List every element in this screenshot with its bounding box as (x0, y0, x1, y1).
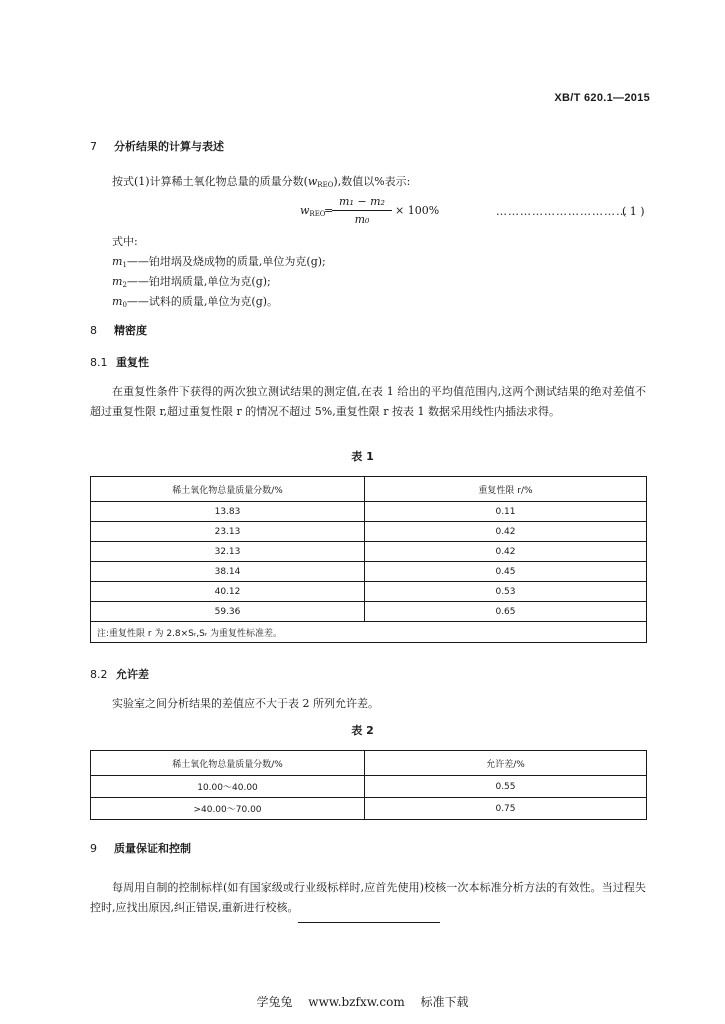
def-m1: $m_1——$铂坩埚及烧成物的质量,单位为克(g); (112, 255, 326, 269)
section-number: 7 (90, 140, 97, 153)
table-2-caption: 表 2 (351, 724, 374, 737)
table-header: 允许差/% (365, 751, 647, 776)
footer-url[interactable]: www.bzfxw.com (308, 995, 405, 1009)
table-row: 10.00～40.00 0.55 (91, 776, 647, 798)
section-title: 分析结果的计算与表述 (114, 140, 224, 153)
formula-equals: = (324, 204, 334, 217)
def-m0: $m_0——$试料的质量,单位为克(g)。 (112, 295, 279, 309)
allowable-difference-paragraph: 实验室之间分析结果的差值应不大于表 2 所列允许差。 (112, 697, 379, 710)
table-row: 32.13 0.42 (91, 542, 647, 562)
table-header: 稀土氧化物总量质量分数/% (91, 751, 365, 776)
document-code: XB/T 620.1—2015 (554, 92, 650, 104)
section-8-1-heading: 8.1 重复性 (90, 356, 149, 369)
table-2 (90, 750, 647, 820)
end-rule (298, 922, 440, 923)
table-1 (90, 476, 647, 643)
def-m2: $m_2——$铂坩埚质量,单位为克(g); (112, 275, 271, 289)
footer-tagline: 标准下载 (420, 995, 469, 1009)
formula-numerator: m₁ − m₂ (332, 195, 392, 211)
table-row: 23.13 0.42 (91, 522, 647, 542)
table-1-caption: 表 1 (351, 450, 374, 463)
formula-fraction (332, 195, 392, 226)
section-8-heading: 8 精密度 (90, 324, 147, 337)
where-label: 式中: (112, 235, 138, 248)
table-row: 38.14 0.45 (91, 562, 647, 582)
formula-times: × 100% (395, 204, 440, 217)
table-row: 59.36 0.65 (91, 602, 647, 622)
section-8-2-heading: 8.2 允许差 (90, 668, 149, 681)
equation-number: ( 1 ) (622, 205, 645, 218)
table-header: 重复性限 r/% (365, 477, 647, 502)
formula-lhs: $w_{REO}$ (300, 204, 326, 218)
table-row: 40.12 0.53 (91, 582, 647, 602)
table-header: 稀土氧化物总量质量分数/% (91, 477, 365, 502)
section-7-heading (90, 138, 224, 154)
section-9-heading: 9 质量保证和控制 (90, 842, 191, 855)
table-1-note: 注:重复性限 r 为 2.8×Sᵣ,Sᵣ 为重复性标准差。 (91, 622, 647, 643)
formula-intro: 按式(1)计算稀土氧化物总量的质量分数$(w_{REO})$,数值以%表示: (112, 175, 411, 189)
footer-watermark (0, 993, 725, 1010)
formula-denominator: m₀ (354, 213, 370, 226)
quality-control-paragraph: 每周用自制的控制标样(如有国家级或行业级标样时,应首先使用)校核一次本标准分析方法的有效性。当过程失控时,应找出原因,纠正错误,重新进行校核。 (90, 881, 646, 914)
table-row: 13.83 0.11 (91, 502, 647, 522)
footer-site-name: 学兔兔 (256, 995, 293, 1009)
table-row: >40.00～70.00 0.75 (91, 798, 647, 820)
repeatability-paragraph: 在重复性条件下获得的两次独立测试结果的测定值,在表 1 给出的平均值范围内,这两个测试结果的绝对差值不超过重复性限 r,超过重复性限 r 的情况不超过 5%,重复性限 r 按表 1 数据采用线性内插法求得。 (90, 385, 646, 418)
formula-leader-dots: …………………………… (496, 205, 628, 218)
